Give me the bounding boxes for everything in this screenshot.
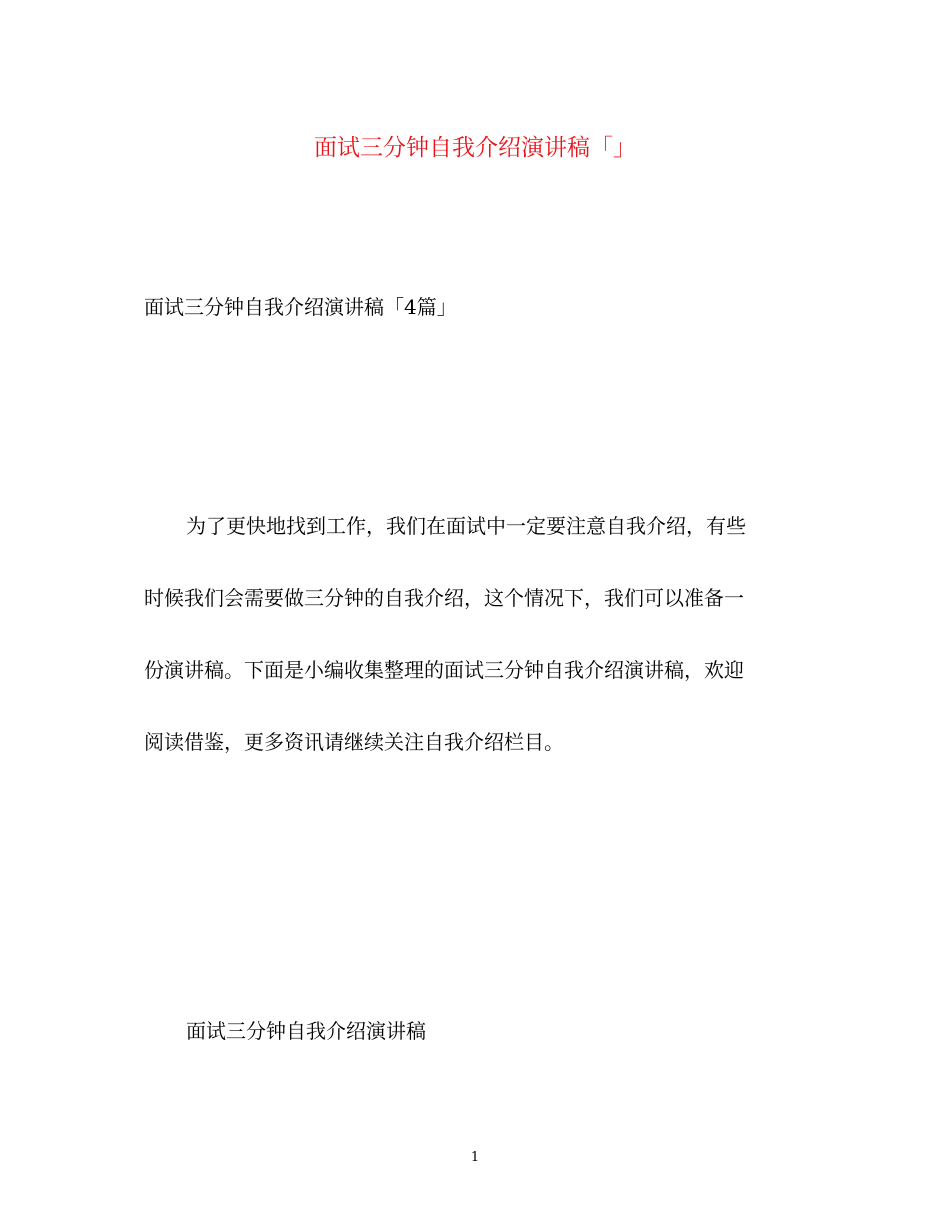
paragraph-line: 阅读借鉴，更多资讯请继续关注自我介绍栏目。 (144, 730, 564, 754)
section-heading: 面试三分钟自我介绍演讲稿 (186, 1019, 426, 1043)
document-title: 面试三分钟自我介绍演讲稿「」 (314, 135, 636, 161)
paragraph-line: 份演讲稿。下面是小编收集整理的面试三分钟自我介绍演讲稿，欢迎 (144, 658, 744, 682)
paragraph-line: 时候我们会需要做三分钟的自我介绍，这个情况下，我们可以准备一 (144, 586, 744, 610)
page-number: 1 (470, 1150, 480, 1165)
document-subtitle: 面试三分钟自我介绍演讲稿「4篇」 (144, 295, 457, 319)
intro-paragraph (144, 506, 804, 794)
paragraph-line: 为了更快地找到工作，我们在面试中一定要注意自我介绍，有些 (186, 514, 746, 538)
